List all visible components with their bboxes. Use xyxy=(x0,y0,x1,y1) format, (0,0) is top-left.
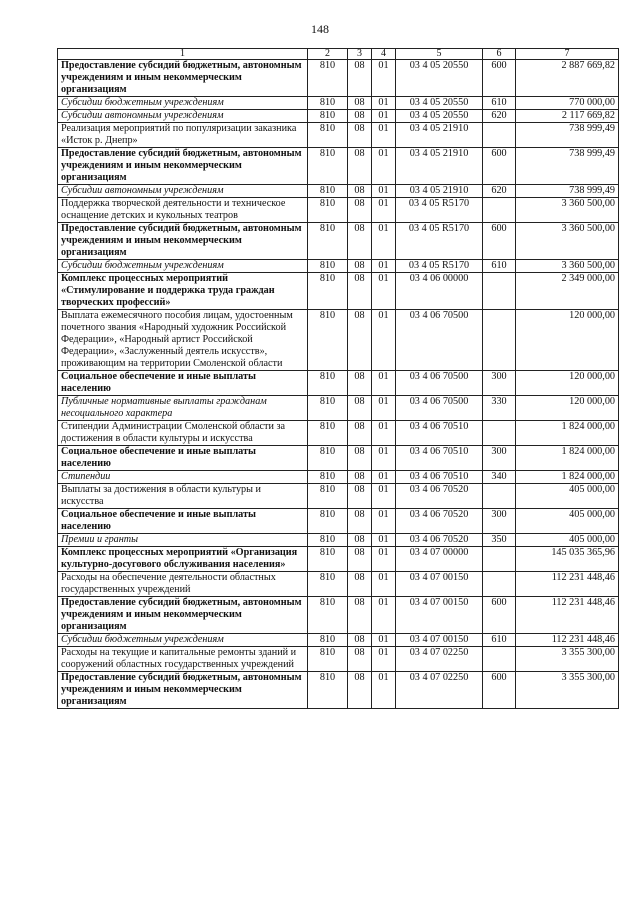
row-code-subsection: 01 xyxy=(372,471,396,484)
row-code-expense-type: 620 xyxy=(483,110,516,123)
row-amount: 120 000,00 xyxy=(516,396,619,421)
header-col-7: 7 xyxy=(516,49,619,60)
row-code-target: 03 4 05 20550 xyxy=(396,60,483,97)
row-name-cell: Выплаты за достижения в области культуры и искусства xyxy=(58,484,308,509)
row-code-section: 08 xyxy=(348,60,372,97)
row-code-subsection: 01 xyxy=(372,185,396,198)
row-code-expense-type: 610 xyxy=(483,260,516,273)
row-name-cell: Субсидии автономным учреждениям xyxy=(58,110,308,123)
row-code-subsection: 01 xyxy=(372,597,396,634)
row-amount: 3 360 500,00 xyxy=(516,198,619,223)
row-name-cell: Комплекс процессных мероприятий «Организация культурно-досугового обслуживания населения» xyxy=(58,547,308,572)
row-name-cell: Социальное обеспечение и иные выплаты населению xyxy=(58,371,308,396)
row-code-target: 03 4 06 70520 xyxy=(396,484,483,509)
row-code-ved: 810 xyxy=(308,471,348,484)
header-row xyxy=(58,49,619,60)
table-row xyxy=(58,634,619,647)
row-code-section: 08 xyxy=(348,446,372,471)
row-code-section: 08 xyxy=(348,672,372,709)
table-row xyxy=(58,509,619,534)
row-amount: 2 117 669,82 xyxy=(516,110,619,123)
row-code-section: 08 xyxy=(348,148,372,185)
row-amount: 112 231 448,46 xyxy=(516,634,619,647)
row-code-ved: 810 xyxy=(308,97,348,110)
row-name-cell: Поддержка творческой деятельности и техническое оснащение детских и кукольных театров xyxy=(58,198,308,223)
row-name-cell: Комплекс процессных мероприятий «Стимулирование и поддержка труда граждан творческих профессий» xyxy=(58,273,308,310)
table-row xyxy=(58,446,619,471)
row-code-subsection: 01 xyxy=(372,260,396,273)
row-code-target: 03 4 05 R5170 xyxy=(396,198,483,223)
table-row xyxy=(58,260,619,273)
row-code-section: 08 xyxy=(348,509,372,534)
row-code-target: 03 4 06 70520 xyxy=(396,509,483,534)
row-code-subsection: 01 xyxy=(372,148,396,185)
row-code-ved: 810 xyxy=(308,185,348,198)
row-code-target: 03 4 07 02250 xyxy=(396,647,483,672)
row-code-expense-type xyxy=(483,310,516,371)
row-code-subsection: 01 xyxy=(372,60,396,97)
row-amount: 405 000,00 xyxy=(516,509,619,534)
row-name-cell: Предоставление субсидий бюджетным, автономным учреждениям и иным некоммерческим организациям xyxy=(58,60,308,97)
table-row xyxy=(58,110,619,123)
table-row xyxy=(58,672,619,709)
row-code-expense-type xyxy=(483,572,516,597)
row-code-ved: 810 xyxy=(308,371,348,396)
row-code-ved: 810 xyxy=(308,446,348,471)
row-amount: 3 360 500,00 xyxy=(516,260,619,273)
row-code-section: 08 xyxy=(348,273,372,310)
row-code-target: 03 4 06 70510 xyxy=(396,471,483,484)
row-code-target: 03 4 05 21910 xyxy=(396,185,483,198)
row-code-ved: 810 xyxy=(308,273,348,310)
table-row xyxy=(58,97,619,110)
row-code-subsection: 01 xyxy=(372,97,396,110)
row-code-expense-type: 300 xyxy=(483,446,516,471)
row-code-target: 03 4 05 R5170 xyxy=(396,260,483,273)
table-row xyxy=(58,647,619,672)
row-amount: 145 035 365,96 xyxy=(516,547,619,572)
row-code-ved: 810 xyxy=(308,572,348,597)
row-name-cell: Предоставление субсидий бюджетным, автономным учреждениям и иным некоммерческим организациям xyxy=(58,597,308,634)
row-code-section: 08 xyxy=(348,634,372,647)
row-code-expense-type: 300 xyxy=(483,509,516,534)
row-amount: 1 824 000,00 xyxy=(516,471,619,484)
row-code-section: 08 xyxy=(348,371,372,396)
header-col-4: 4 xyxy=(372,49,396,60)
row-code-expense-type xyxy=(483,484,516,509)
table-row xyxy=(58,198,619,223)
row-amount: 3 355 300,00 xyxy=(516,647,619,672)
row-amount: 112 231 448,46 xyxy=(516,572,619,597)
row-code-section: 08 xyxy=(348,260,372,273)
row-code-subsection: 01 xyxy=(372,534,396,547)
row-code-subsection: 01 xyxy=(372,110,396,123)
row-amount: 405 000,00 xyxy=(516,484,619,509)
header-col-6: 6 xyxy=(483,49,516,60)
row-code-expense-type: 610 xyxy=(483,634,516,647)
row-name-cell: Предоставление субсидий бюджетным, автономным учреждениям и иным некоммерческим организациям xyxy=(58,223,308,260)
row-code-expense-type: 600 xyxy=(483,148,516,185)
row-code-expense-type xyxy=(483,123,516,148)
row-code-subsection: 01 xyxy=(372,273,396,310)
table-row xyxy=(58,123,619,148)
row-code-expense-type xyxy=(483,198,516,223)
row-name-cell: Субсидии бюджетным учреждениям xyxy=(58,97,308,110)
row-code-target: 03 4 06 70510 xyxy=(396,446,483,471)
table-row xyxy=(58,273,619,310)
row-code-section: 08 xyxy=(348,185,372,198)
row-code-section: 08 xyxy=(348,123,372,148)
table-row xyxy=(58,396,619,421)
row-amount: 738 999,49 xyxy=(516,123,619,148)
row-code-section: 08 xyxy=(348,647,372,672)
row-code-expense-type: 350 xyxy=(483,534,516,547)
row-code-ved: 810 xyxy=(308,310,348,371)
row-code-ved: 810 xyxy=(308,223,348,260)
table-row xyxy=(58,310,619,371)
row-code-expense-type xyxy=(483,547,516,572)
table-body xyxy=(58,60,619,709)
row-code-target: 03 4 06 70500 xyxy=(396,396,483,421)
row-code-ved: 810 xyxy=(308,396,348,421)
row-name-cell: Реализация мероприятий по популяризации заказника «Исток р. Днепр» xyxy=(58,123,308,148)
row-code-subsection: 01 xyxy=(372,484,396,509)
row-code-section: 08 xyxy=(348,310,372,371)
row-code-target: 03 4 06 00000 xyxy=(396,273,483,310)
row-amount: 1 824 000,00 xyxy=(516,421,619,446)
row-amount: 2 887 669,82 xyxy=(516,60,619,97)
table-row xyxy=(58,471,619,484)
row-amount: 770 000,00 xyxy=(516,97,619,110)
row-amount: 3 355 300,00 xyxy=(516,672,619,709)
row-code-expense-type: 600 xyxy=(483,223,516,260)
row-code-expense-type: 600 xyxy=(483,672,516,709)
row-code-expense-type: 330 xyxy=(483,396,516,421)
row-amount: 1 824 000,00 xyxy=(516,446,619,471)
row-code-subsection: 01 xyxy=(372,647,396,672)
row-code-subsection: 01 xyxy=(372,672,396,709)
row-code-subsection: 01 xyxy=(372,421,396,446)
row-code-ved: 810 xyxy=(308,547,348,572)
table-row xyxy=(58,597,619,634)
row-code-target: 03 4 05 R5170 xyxy=(396,223,483,260)
row-code-ved: 810 xyxy=(308,672,348,709)
row-code-ved: 810 xyxy=(308,123,348,148)
row-amount: 112 231 448,46 xyxy=(516,597,619,634)
row-code-ved: 810 xyxy=(308,634,348,647)
table-row xyxy=(58,421,619,446)
header-col-2: 2 xyxy=(308,49,348,60)
row-name-cell: Социальное обеспечение и иные выплаты населению xyxy=(58,446,308,471)
row-code-section: 08 xyxy=(348,223,372,260)
row-amount: 405 000,00 xyxy=(516,534,619,547)
row-code-subsection: 01 xyxy=(372,310,396,371)
row-code-subsection: 01 xyxy=(372,572,396,597)
row-code-section: 08 xyxy=(348,471,372,484)
row-code-section: 08 xyxy=(348,572,372,597)
row-code-target: 03 4 05 20550 xyxy=(396,97,483,110)
row-code-subsection: 01 xyxy=(372,123,396,148)
row-amount: 120 000,00 xyxy=(516,371,619,396)
row-code-target: 03 4 07 00150 xyxy=(396,572,483,597)
row-code-subsection: 01 xyxy=(372,446,396,471)
row-code-subsection: 01 xyxy=(372,396,396,421)
row-code-ved: 810 xyxy=(308,509,348,534)
row-name-cell: Стипендии xyxy=(58,471,308,484)
row-code-subsection: 01 xyxy=(372,634,396,647)
row-code-ved: 810 xyxy=(308,148,348,185)
table-row xyxy=(58,60,619,97)
row-name-cell: Расходы на обеспечение деятельности областных государственных учреждений xyxy=(58,572,308,597)
row-name-cell: Предоставление субсидий бюджетным, автономным учреждениям и иным некоммерческим организациям xyxy=(58,148,308,185)
row-code-section: 08 xyxy=(348,597,372,634)
row-code-target: 03 4 05 21910 xyxy=(396,123,483,148)
row-code-subsection: 01 xyxy=(372,547,396,572)
table-row xyxy=(58,148,619,185)
header-col-3: 3 xyxy=(348,49,372,60)
row-amount: 120 000,00 xyxy=(516,310,619,371)
row-code-ved: 810 xyxy=(308,198,348,223)
row-code-section: 08 xyxy=(348,110,372,123)
row-code-ved: 810 xyxy=(308,484,348,509)
row-code-section: 08 xyxy=(348,484,372,509)
row-code-target: 03 4 07 00150 xyxy=(396,634,483,647)
row-code-ved: 810 xyxy=(308,260,348,273)
row-code-target: 03 4 06 70510 xyxy=(396,421,483,446)
table-row xyxy=(58,534,619,547)
budget-table xyxy=(57,48,619,709)
row-code-ved: 810 xyxy=(308,597,348,634)
row-code-expense-type xyxy=(483,647,516,672)
row-name-cell: Стипендии Администрации Смоленской области за достижения в области культуры и искусства xyxy=(58,421,308,446)
table-row xyxy=(58,484,619,509)
row-name-cell: Выплата ежемесячного пособия лицам, удостоенным почетного звания «Народный художник Российской Федерации», «Народный артист Российской Федерации», «Заслуженный деятель искусств», проживающим на территории Смоленской области xyxy=(58,310,308,371)
row-code-target: 03 4 07 00150 xyxy=(396,597,483,634)
row-code-expense-type: 610 xyxy=(483,97,516,110)
row-amount: 2 349 000,00 xyxy=(516,273,619,310)
row-code-subsection: 01 xyxy=(372,371,396,396)
row-amount: 738 999,49 xyxy=(516,148,619,185)
row-code-ved: 810 xyxy=(308,647,348,672)
row-code-section: 08 xyxy=(348,547,372,572)
row-amount: 738 999,49 xyxy=(516,185,619,198)
row-amount: 3 360 500,00 xyxy=(516,223,619,260)
row-code-target: 03 4 06 70500 xyxy=(396,310,483,371)
row-code-ved: 810 xyxy=(308,534,348,547)
table-row xyxy=(58,371,619,396)
table-row xyxy=(58,547,619,572)
row-code-target: 03 4 05 21910 xyxy=(396,148,483,185)
table-row xyxy=(58,185,619,198)
row-code-target: 03 4 07 02250 xyxy=(396,672,483,709)
row-code-section: 08 xyxy=(348,97,372,110)
row-name-cell: Субсидии автономным учреждениям xyxy=(58,185,308,198)
page-number: 148 xyxy=(311,22,329,36)
table-row xyxy=(58,223,619,260)
header-col-1: 1 xyxy=(58,49,308,60)
table-row xyxy=(58,572,619,597)
row-code-ved: 810 xyxy=(308,421,348,446)
row-name-cell: Субсидии бюджетным учреждениям xyxy=(58,260,308,273)
row-code-target: 03 4 05 20550 xyxy=(396,110,483,123)
row-code-section: 08 xyxy=(348,198,372,223)
row-code-section: 08 xyxy=(348,534,372,547)
header-col-5: 5 xyxy=(396,49,483,60)
row-name-cell: Предоставление субсидий бюджетным, автономным учреждениям и иным некоммерческим организациям xyxy=(58,672,308,709)
row-code-target: 03 4 07 00000 xyxy=(396,547,483,572)
row-code-expense-type: 300 xyxy=(483,371,516,396)
row-code-subsection: 01 xyxy=(372,198,396,223)
row-code-expense-type: 600 xyxy=(483,597,516,634)
row-name-cell: Расходы на текущие и капитальные ремонты зданий и сооружений областных государственных учреждений xyxy=(58,647,308,672)
row-code-section: 08 xyxy=(348,396,372,421)
row-code-target: 03 4 06 70520 xyxy=(396,534,483,547)
row-code-subsection: 01 xyxy=(372,223,396,260)
row-code-expense-type: 340 xyxy=(483,471,516,484)
row-name-cell: Публичные нормативные выплаты гражданам несоциального характера xyxy=(58,396,308,421)
row-code-target: 03 4 06 70500 xyxy=(396,371,483,396)
row-code-expense-type xyxy=(483,273,516,310)
row-code-ved: 810 xyxy=(308,110,348,123)
row-code-section: 08 xyxy=(348,421,372,446)
row-code-subsection: 01 xyxy=(372,509,396,534)
row-name-cell: Социальное обеспечение и иные выплаты населению xyxy=(58,509,308,534)
row-code-expense-type: 620 xyxy=(483,185,516,198)
row-code-ved: 810 xyxy=(308,60,348,97)
row-name-cell: Субсидии бюджетным учреждениям xyxy=(58,634,308,647)
row-name-cell: Премии и гранты xyxy=(58,534,308,547)
row-code-expense-type xyxy=(483,421,516,446)
row-code-expense-type: 600 xyxy=(483,60,516,97)
